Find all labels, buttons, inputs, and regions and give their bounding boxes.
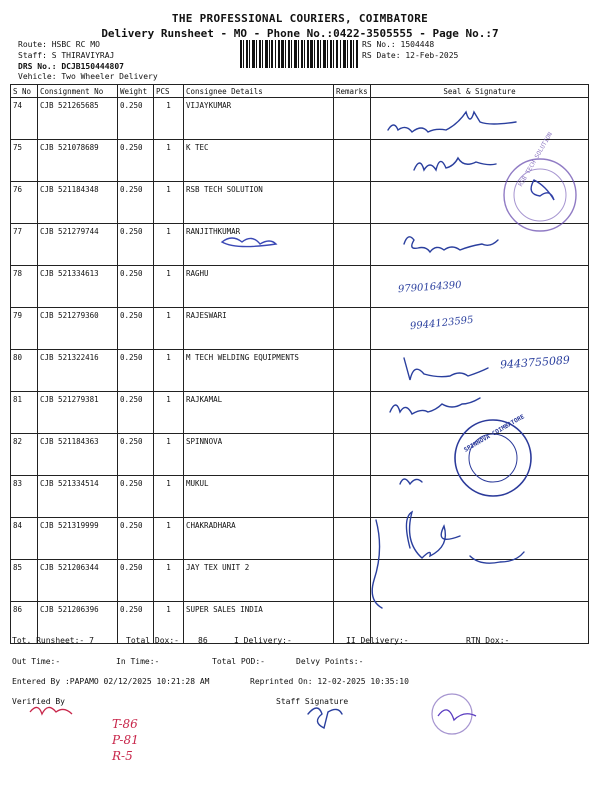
stamp-spinnova-text: SPINNOVA COIMBATORE	[462, 413, 526, 454]
verified-scribble	[30, 707, 72, 714]
cell-weight: 0.250	[118, 224, 154, 266]
cell-weight: 0.250	[118, 476, 154, 518]
cell-sno: 85	[11, 560, 38, 602]
mark-row-77	[222, 238, 276, 247]
note-row-78: 9790164390	[397, 279, 462, 296]
cell-sno: 84	[11, 518, 38, 560]
cell-weight: 0.250	[118, 182, 154, 224]
cell-consignee: SPINNOVA	[184, 434, 334, 476]
col-consignee: Consignee Details	[184, 85, 334, 98]
cell-consignee: SUPER SALES INDIA	[184, 602, 334, 644]
cell-consignee: RSB TECH SOLUTION	[184, 182, 334, 224]
cell-weight: 0.250	[118, 434, 154, 476]
company-title: THE PROFESSIONAL COURIERS, COIMBATORE	[171, 12, 429, 25]
out-time: Out Time:-	[12, 657, 61, 666]
ii-delivery: II Delivery:-	[346, 636, 409, 645]
staff-label: Staff: S THIRAVIYRAJ	[18, 51, 115, 60]
cell-pcs: 1	[154, 602, 184, 644]
cell-sno: 83	[11, 476, 38, 518]
cell-sno: 82	[11, 434, 38, 476]
signature-row-77	[404, 237, 498, 252]
signature-row-74	[388, 112, 516, 132]
cell-sno: 86	[11, 602, 38, 644]
cell-consignment-no: CJB 521322416	[38, 350, 118, 392]
cell-weight: 0.250	[118, 308, 154, 350]
cell-weight: 0.250	[118, 518, 154, 560]
signature-row-85	[406, 512, 460, 558]
cell-pcs: 1	[154, 308, 184, 350]
signature-row-76	[531, 180, 554, 200]
cell-consignment-no: CJB 521265685	[38, 98, 118, 140]
delvy-points: Delvy Points:-	[296, 657, 364, 666]
cell-pcs: 1	[154, 182, 184, 224]
cell-weight: 0.250	[118, 98, 154, 140]
in-time: In Time:-	[116, 657, 160, 666]
vehicle-label: Vehicle: Two Wheeler Delivery	[18, 72, 158, 81]
col-sno: S No	[11, 85, 38, 98]
cell-pcs: 1	[154, 560, 184, 602]
verified-by: Verified By	[12, 697, 65, 706]
cell-consignee: RAJKAMAL	[184, 392, 334, 434]
cell-weight: 0.250	[118, 602, 154, 644]
cell-pcs: 1	[154, 518, 184, 560]
tally-p: P-81	[112, 733, 139, 747]
tally-r: R-5	[112, 749, 133, 763]
col-signature: Seal & Signature	[371, 85, 589, 98]
col-weight: Weight	[118, 85, 154, 98]
cell-consignee: VIJAYKUMAR	[184, 98, 334, 140]
signature-row-75	[414, 158, 496, 170]
cell-weight: 0.250	[118, 560, 154, 602]
drs-label: DRS No.: DCJB150444807	[18, 62, 124, 71]
cell-consignee: M TECH WELDING EQUIPMENTS	[184, 350, 334, 392]
cell-pcs: 1	[154, 266, 184, 308]
i-delivery: I Delivery:-	[234, 636, 292, 645]
cell-consignment-no: CJB 521078689	[38, 140, 118, 182]
cell-consignment-no: CJB 521279381	[38, 392, 118, 434]
cell-consignment-no: CJB 521319999	[38, 518, 118, 560]
cell-weight: 0.250	[118, 392, 154, 434]
cell-consignee: RAGHU	[184, 266, 334, 308]
rtn-dox: RTN Dox:-	[466, 636, 510, 645]
signature-row-80	[404, 358, 488, 380]
total-dox-label: Total Dox:-	[126, 636, 179, 645]
cell-pcs: 1	[154, 98, 184, 140]
cell-consignment-no: CJB 521334613	[38, 266, 118, 308]
reprinted-on: Reprinted On: 12-02-2025 10:35:10	[250, 677, 409, 686]
cell-sno: 81	[11, 392, 38, 434]
cell-pcs: 1	[154, 350, 184, 392]
cell-sno: 79	[11, 308, 38, 350]
signature-row-86	[372, 520, 524, 608]
cell-sno: 76	[11, 182, 38, 224]
col-remarks: Remarks	[334, 85, 371, 98]
rs-number: RS No.: 1504448	[362, 40, 435, 49]
cell-pcs: 1	[154, 224, 184, 266]
cell-consignee: CHAKRADHARA	[184, 518, 334, 560]
entered-by: Entered By :PAPAMO 02/12/2025 10:21:28 AM	[12, 677, 210, 686]
runsheet-subtitle: Delivery Runsheet - MO - Phone No.:0422-3505555 - Page No.:7	[101, 27, 499, 40]
cell-sno: 74	[11, 98, 38, 140]
note-row-80: 9443755089	[499, 353, 571, 372]
cell-sno: 75	[11, 140, 38, 182]
cell-pcs: 1	[154, 476, 184, 518]
cell-consignee: MUKUL	[184, 476, 334, 518]
cell-pcs: 1	[154, 140, 184, 182]
signature-row-81	[390, 398, 480, 414]
cell-sno: 77	[11, 224, 38, 266]
cell-consignment-no: CJB 521334514	[38, 476, 118, 518]
cell-weight: 0.250	[118, 350, 154, 392]
note-row-79: 9944123595	[409, 314, 475, 333]
signature-row-83	[400, 479, 422, 484]
cell-consignee: RANJITHKUMAR	[184, 224, 334, 266]
cell-consignee: JAY TEX UNIT 2	[184, 560, 334, 602]
col-pcs: PCS	[154, 85, 184, 98]
cell-consignment-no: CJB 521184348	[38, 182, 118, 224]
rs-date: RS Date: 12-Feb-2025	[362, 51, 459, 60]
staff-signature-label: Staff Signature	[276, 697, 349, 706]
total-dox-value: 86	[198, 636, 208, 645]
cell-pcs: 1	[154, 434, 184, 476]
cell-weight: 0.250	[118, 140, 154, 182]
tot-runsheet: Tot. Runsheet:- 7	[12, 636, 94, 645]
cell-consignment-no: CJB 521206396	[38, 602, 118, 644]
cell-consignment-no: CJB 521184363	[38, 434, 118, 476]
staff-signature	[308, 708, 342, 728]
cell-weight: 0.250	[118, 266, 154, 308]
tally-notes	[112, 716, 139, 764]
col-consignment: Consignment No	[38, 85, 118, 98]
cell-consignment-no: CJB 521206344	[38, 560, 118, 602]
cell-pcs: 1	[154, 392, 184, 434]
cell-sno: 78	[11, 266, 38, 308]
cell-consignee: K TEC	[184, 140, 334, 182]
tally-t: T-86	[112, 717, 138, 731]
cell-consignment-no: CJB 521279360	[38, 308, 118, 350]
cell-sno: 80	[11, 350, 38, 392]
total-pod: Total POD:-	[212, 657, 265, 666]
stamp-rsb-text: RSB TECH SOLUTION	[517, 131, 555, 188]
cell-consignment-no: CJB 521279744	[38, 224, 118, 266]
cell-consignee: RAJESWARI	[184, 308, 334, 350]
route-label: Route: HSBC RC MO	[18, 40, 100, 49]
stamp-rsb	[504, 159, 576, 231]
